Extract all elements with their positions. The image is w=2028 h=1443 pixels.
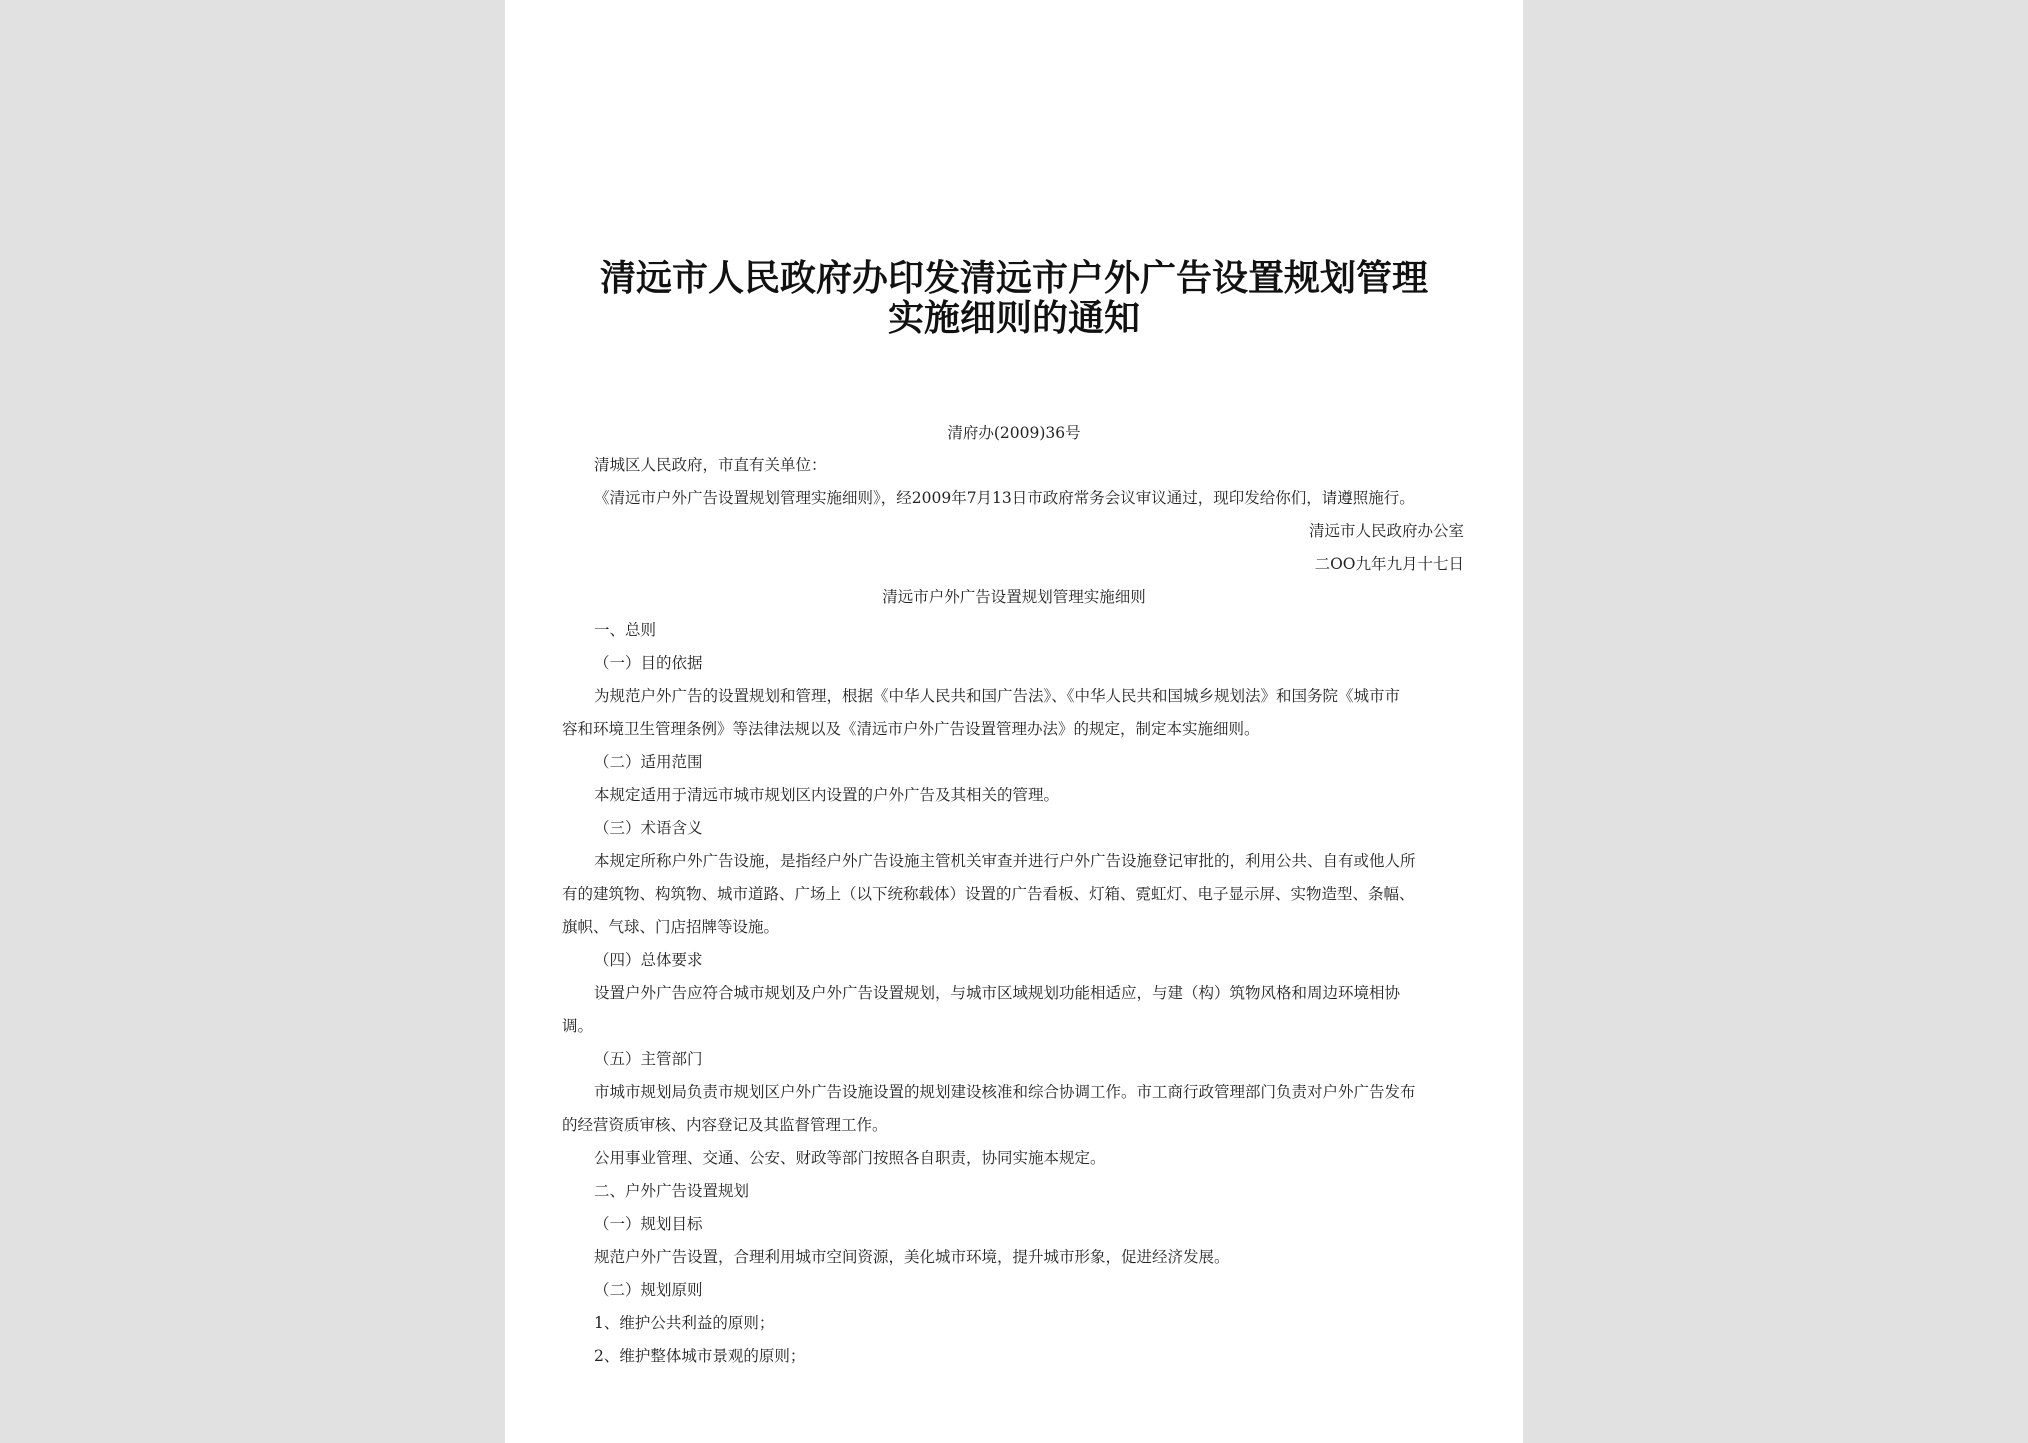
paragraph-line: 调。 bbox=[562, 1017, 594, 1035]
rules-title: 清远市户外广告设置规划管理实施细则 bbox=[882, 588, 1146, 606]
issue-date: 二OO九年九月十七日 bbox=[1314, 555, 1464, 573]
document-page bbox=[505, 0, 1523, 1443]
list-item: 1、维护公共利益的原则； bbox=[594, 1314, 775, 1332]
subsection-heading: （五）主管部门 bbox=[594, 1050, 703, 1068]
paragraph-line: 的经营资质审核、内容登记及其监督管理工作。 bbox=[562, 1116, 888, 1134]
paragraph-line: 旗帜、气球、门店招牌等设施。 bbox=[562, 918, 780, 936]
subsection-heading: （一）目的依据 bbox=[594, 654, 703, 672]
section-heading: 二、户外广告设置规划 bbox=[594, 1182, 750, 1200]
title-line-2: 实施细则的通知 bbox=[887, 297, 1140, 339]
issuer: 清远市人民政府办公室 bbox=[1308, 522, 1464, 540]
paragraph-line: 有的建筑物、构筑物、城市道路、广场上（以下统称载体）设置的广告看板、灯箱、霓虹灯、电子显示屏、实物造型、条幅、 bbox=[562, 885, 1415, 903]
paragraph-line: 设置户外广告应符合城市规划及户外广告设置规划，与城市区域规划功能相适应，与建（构）筑物风格和周边环境相协 bbox=[594, 984, 1401, 1002]
paragraph-line: 公用事业管理、交通、公安、财政等部门按照各自职责，协同实施本规定。 bbox=[594, 1149, 1106, 1167]
subsection-heading: （一）规划目标 bbox=[594, 1215, 703, 1233]
paragraph-line: 为规范户外广告的设置规划和管理，根据《中华人民共和国广告法》、《中华人民共和国城乡规划法》和国务院《城市市 bbox=[594, 687, 1401, 705]
subsection-heading: （四）总体要求 bbox=[594, 951, 703, 969]
section-heading: 一、总则 bbox=[594, 621, 657, 639]
document-title bbox=[505, 258, 1523, 338]
subsection-heading: （三）术语含义 bbox=[594, 819, 703, 837]
intro-paragraph: 《清远市户外广告设置规划管理实施细则》，经2009年7月13日市政府常务会议审议通过，现印发给你们，请遵照施行。 bbox=[594, 489, 1415, 507]
paragraph-line: 本规定所称户外广告设施，是指经户外广告设施主管机关审查并进行户外广告设施登记审批的，利用公共、自有或他人所 bbox=[594, 852, 1416, 870]
paragraph-line: 市城市规划局负责市规划区户外广告设施设置的规划建设核准和综合协调工作。市工商行政管理部门负责对户外广告发布 bbox=[594, 1083, 1416, 1101]
addressee: 清城区人民政府，市直有关单位： bbox=[594, 456, 827, 474]
paragraph-line: 规范户外广告设置，合理利用城市空间资源，美化城市环境，提升城市形象，促进经济发展。 bbox=[594, 1248, 1230, 1266]
document-number: 清府办(2009)36号 bbox=[947, 424, 1081, 442]
title-line-1: 清远市人民政府办印发清远市户外广告设置规划管理 bbox=[599, 257, 1428, 299]
paragraph-line: 容和环境卫生管理条例》等法律法规以及《清远市户外广告设置管理办法》的规定，制定本实施细则。 bbox=[562, 720, 1260, 738]
paragraph-line: 本规定适用于清远市城市规划区内设置的户外广告及其相关的管理。 bbox=[594, 786, 1060, 804]
subsection-heading: （二）适用范围 bbox=[594, 753, 703, 771]
subsection-heading: （二）规划原则 bbox=[594, 1281, 703, 1299]
list-item: 2、维护整体城市景观的原则； bbox=[594, 1347, 806, 1365]
